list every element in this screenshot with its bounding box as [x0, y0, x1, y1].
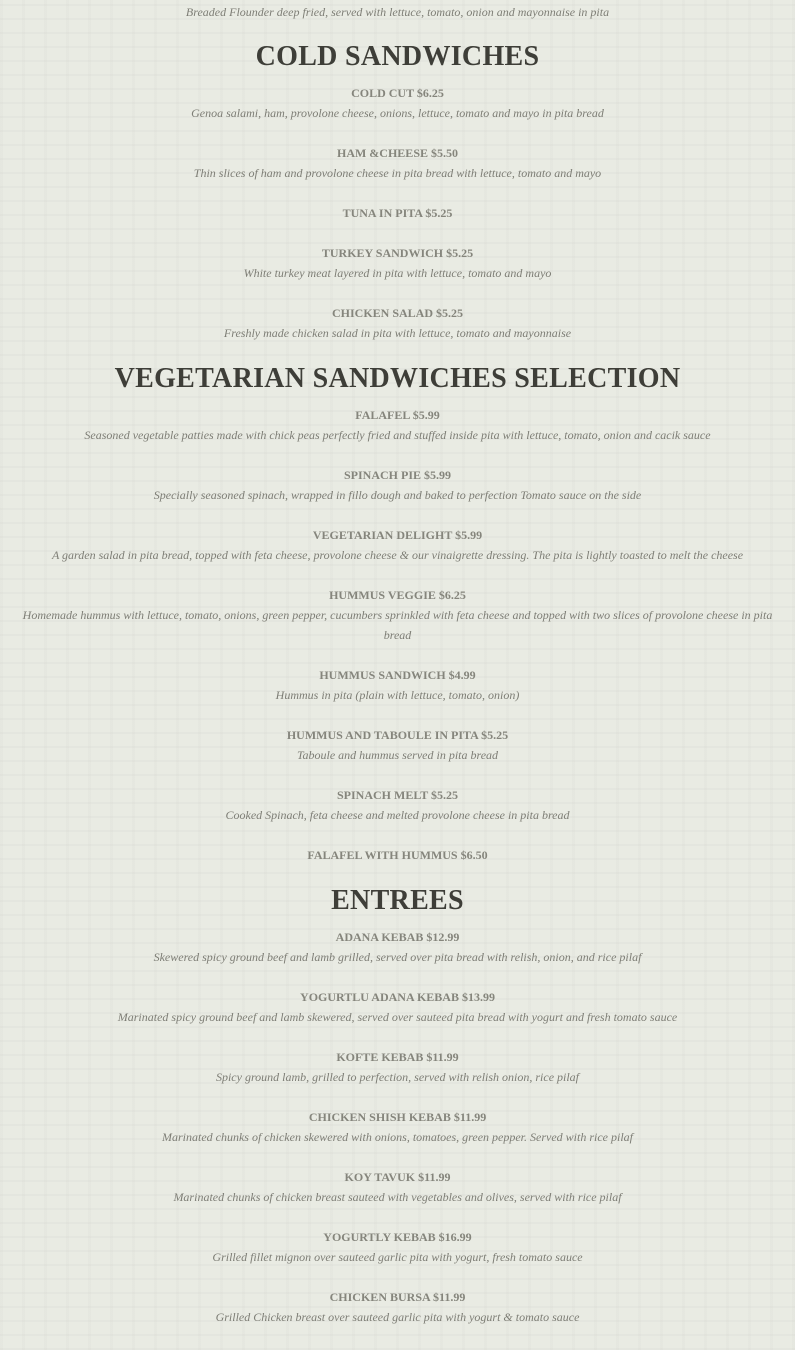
- menu-item: [0, 987, 795, 1027]
- item-description: A garden salad in pita bread, topped with feta cheese, provolone cheese & our vinaigrette dressing. The pita is lightly toasted to melt the cheese: [51, 548, 744, 562]
- item-name: VEGETARIAN DELIGHT $5.99: [312, 528, 483, 542]
- section-vegetarian-sandwiches: [0, 361, 795, 865]
- item-name: COLD CUT $6.25: [351, 86, 444, 100]
- item-description: Breaded Flounder deep fried, served with lettuce, tomato, onion and mayonnaise in pita: [185, 5, 610, 19]
- menu-item: [0, 1107, 795, 1147]
- item-description: Marinated chunks of chicken skewered with onions, tomatoes, green pepper. Served with rice pilaf: [161, 1130, 633, 1144]
- item-name: HUMMUS VEGGIE $6.25: [329, 588, 466, 602]
- item-name: FALAFEL $5.99: [355, 408, 440, 422]
- item-description: Spicy ground lamb, grilled to perfection, served with relish onion, rice pilaf: [215, 1070, 580, 1084]
- item-description: Freshly made chicken salad in pita with lettuce, tomato and mayonnaise: [223, 326, 572, 340]
- item-name: YOGURTLY KEBAB $16.99: [323, 1230, 472, 1244]
- item-description: Marinated spicy ground beef and lamb skewered, served over sauteed pita bread with yogurt and fresh tomato sauce: [117, 1010, 678, 1024]
- item-description: Thin slices of ham and provolone cheese in pita bread with lettuce, tomato and mayo: [193, 166, 602, 180]
- menu-item: [0, 785, 795, 825]
- menu-item: [0, 845, 795, 865]
- menu-item: [0, 1227, 795, 1267]
- item-name: TURKEY SANDWICH $5.25: [321, 246, 474, 260]
- item-name: TUNA IN PITA $5.25: [342, 206, 453, 220]
- item-name: SPINACH PIE $5.99: [343, 468, 451, 482]
- menu-item: [0, 83, 795, 123]
- item-name: HAM &CHEESE $5.50: [336, 146, 458, 160]
- item-description: White turkey meat layered in pita with lettuce, tomato and mayo: [243, 266, 552, 280]
- item-description: Skewered spicy ground beef and lamb grilled, served over pita bread with relish, onion, and rice pilaf: [153, 950, 642, 964]
- menu-item: [0, 585, 795, 645]
- section-cold-sandwiches: [0, 39, 795, 343]
- menu-item: [0, 143, 795, 183]
- section-title: VEGETARIAN SANDWICHES SELECTION: [114, 363, 681, 394]
- item-name: ADANA KEBAB $12.99: [335, 930, 460, 944]
- item-description: Seasoned vegetable patties made with chick peas perfectly fried and stuffed inside pita with lettuce, tomato, onion and cacik sauce: [84, 428, 711, 442]
- menu-item: [0, 927, 795, 967]
- item-name: FALAFEL WITH HUMMUS $6.50: [307, 848, 488, 862]
- item-description: Hummus in pita (plain with lettuce, tomato, onion): [275, 688, 520, 702]
- section-entrees: [0, 883, 795, 1327]
- item-name: YOGURTLU ADANA KEBAB $13.99: [300, 990, 495, 1004]
- item-name: CHICKEN SHISH KEBAB $11.99: [308, 1110, 487, 1124]
- item-name: HUMMUS AND TABOULE IN PITA $5.25: [286, 728, 509, 742]
- menu-item: [0, 303, 795, 343]
- item-description: Genoa salami, ham, provolone cheese, onions, lettuce, tomato and mayo in pita bread: [191, 106, 604, 120]
- item-description: Cooked Spinach, feta cheese and melted provolone cheese in pita bread: [225, 808, 570, 822]
- menu-item: [0, 1287, 795, 1327]
- item-name: CHICKEN SALAD $5.25: [331, 306, 463, 320]
- menu-item: [0, 465, 795, 505]
- menu-item: [0, 1167, 795, 1207]
- item-description: Marinated chunks of chicken breast sauteed with vegetables and olives, served with rice pilaf: [173, 1190, 622, 1204]
- item-description: Specially seasoned spinach, wrapped in fillo dough and baked to perfection Tomato sauce on the side: [153, 488, 642, 502]
- item-name: KOY TAVUK $11.99: [344, 1170, 451, 1184]
- section-title: ENTREES: [331, 885, 464, 916]
- menu-item: [0, 203, 795, 223]
- menu-item: [0, 725, 795, 765]
- section-title: COLD SANDWICHES: [255, 41, 540, 72]
- menu-item: [0, 665, 795, 705]
- menu-item: [0, 243, 795, 283]
- menu-item: [0, 1047, 795, 1087]
- item-name: KOFTE KEBAB $11.99: [336, 1050, 459, 1064]
- item-description: Homemade hummus with lettuce, tomato, onions, green pepper, cucumbers sprinkled with feta cheese and topped with two slices of provolone cheese in pita bread: [22, 608, 773, 642]
- menu-item: [0, 525, 795, 565]
- item-description: Grilled fillet mignon over sauteed garlic pita with yogurt, fresh tomato sauce: [212, 1250, 583, 1264]
- menu-item: [0, 405, 795, 445]
- item-name: SPINACH MELT $5.25: [336, 788, 459, 802]
- item-description: Taboule and hummus served in pita bread: [296, 748, 499, 762]
- item-name: HUMMUS SANDWICH $4.99: [319, 668, 476, 682]
- item-description: Grilled Chicken breast over sauteed garlic pita with yogurt & tomato sauce: [215, 1310, 580, 1324]
- item-name: CHICKEN BURSA $11.99: [329, 1290, 466, 1304]
